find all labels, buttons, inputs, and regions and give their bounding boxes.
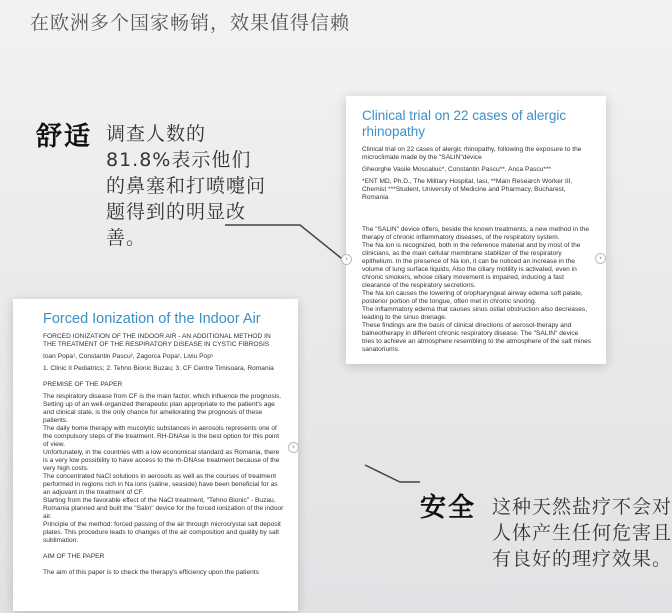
comfort-label: 舒适 bbox=[36, 122, 93, 152]
headline: 在欧洲多个国家畅销，效果值得信赖 bbox=[30, 12, 351, 34]
comfort-description: 调查人数的81.8%表示他们的鼻塞和打喷嚏问题得到的明显改善。 bbox=[106, 123, 267, 249]
paper-left-paragraph: FORCED IONIZATION OF THE INDOOR AIR - AN ADDITIONAL METHOD IN THE TREATMENT OF THE RESPIRATORY DISEASE IN CYSTIC FIBROSIS bbox=[43, 333, 271, 348]
paper-left-paragraph: Principle of the method: forced passing of the air through microcrystal salt deposit plates. This procedure leads to changes of the air composition and quality by salt sublimation. bbox=[43, 521, 281, 544]
comfort-block bbox=[36, 116, 276, 249]
paper-left-paragraph: 1. Clinic II Pediatrics; 2. Tehno Bionic Buzau; 3. CF Centre Timisoara, Romania bbox=[43, 365, 274, 372]
paper-right-paragraph: *ENT MD, Ph.D., The Military Hospital, Iasi, **Main Research Worker III, Chemist ***Student, University of Medicine and Pharmacy, Bucharest, Romania bbox=[362, 178, 573, 201]
safety-label: 安全 bbox=[420, 493, 477, 523]
paper-right-paragraph: The Na ion is recognized, both in the reference material and by most of the clinicians, as the main cellular membrane stabilizer of the respiratory epithelium. In the presence of Na ion, it can be noticed an increase in the volume of lung surface liquids. Also the ciliary motility is activated, even in chronic smokers, whose ciliary movement is impaired, inducing a fast clearance of the respiratory secretions. bbox=[362, 242, 581, 289]
paper-left-paragraph: Unfortunately, in the countries with a low economical standard as Romania, there is a very low possibility to have access to the rh-DNAse treatment because of the very high costs. bbox=[43, 449, 280, 472]
paper-left-paragraph: The aim of this paper is to check the therapy's efficiency upon the patients bbox=[43, 569, 259, 576]
paper-left-paragraph: AIM OF THE PAPER bbox=[43, 553, 105, 560]
paper-right-paragraph: Clinical trial on 22 cases of alergic rhinopathy, following the exposure to the microclimate made by the "SALIN"device bbox=[362, 146, 582, 161]
paper-right-paragraph: The "SALIN" device offers, beside the known treatments, a new method in the therapy of chronic inflammatory diseases, of the respiratory system. bbox=[362, 226, 590, 241]
paper-left-paragraph: The daily home therapy with mucolytic substances in aerosols represents one of the compulsory steps of the treatment. RH-DNAse is the best option for this point of view. bbox=[43, 425, 280, 448]
paper-clinical-trial bbox=[346, 96, 606, 364]
paper-left-paragraph: The respiratory disease from CF is the main factor, which influence the prognosis. bbox=[43, 393, 282, 400]
paper-left-paragraph: Setting up of an well-organized therapeutic plan appropriate to the patient's age and clinical state, is the only chance for ameliorating the prognosis of these patients. bbox=[43, 401, 275, 424]
paper-left-paragraph: PREMISE OF THE PAPER bbox=[43, 381, 123, 388]
paper-right-next-arrow[interactable]: › bbox=[595, 253, 606, 264]
paper-left-title: Forced Ionization of the Indoor Air bbox=[43, 311, 261, 327]
paper-right-paragraph: These findings are the basis of clinical directions of aerosol-therapy and balneotherapy in different chronic respiratory disease. The "SALIN" device tries to achieve an atmosphere resembling to the atmosphere of the salt mines sanatoriums. bbox=[362, 322, 592, 353]
paper-left-paragraph: Ioan Popa¹, Constantin Pascu², Zagorca Popa¹, Liviu Pop¹ bbox=[43, 353, 214, 360]
paper-right-prev-arrow[interactable]: ‹ bbox=[341, 254, 352, 265]
paper-forced-ionization bbox=[13, 299, 298, 611]
paper-left-paragraph: Starting from the favorable effect of the NaCl treatment, "Tehno Bionic" - Buzau, Romania planned and built the "Salin" device for the forced ionization of the indoor air. bbox=[43, 497, 284, 520]
safety-description: 这种天然盐疗不会对人体产生任何危害且有良好的理疗效果。 bbox=[492, 496, 672, 570]
paper-right-paragraph: The Na ion causes the lowering of oropharyngeal airway edema soft palate, posterior portion of the tongue, often met in chronic snoring. bbox=[362, 290, 583, 305]
paper-left-next-arrow[interactable]: › bbox=[288, 442, 299, 453]
paper-right-paragraph: Gheorghe Vasile Moscaliuc*, Constantin Pascu**, Anca Pascu*** bbox=[362, 166, 552, 173]
paper-right-title: Clinical trial on 22 cases of alergic rhinopathy bbox=[362, 108, 567, 139]
paper-right-paragraph: The inflammatory edema that causes sinus ostial obstruction also decreases, leading to the sinus drenage. bbox=[362, 306, 588, 321]
paper-left-paragraph: The concentrated NaCl solutions in aerosols as well as the courses of treatment performed in regions rich in Na ions (saline, seaside) have been beneficial for as an adjuvant in the treatment of CF. bbox=[43, 473, 278, 496]
safety-block bbox=[420, 487, 672, 607]
